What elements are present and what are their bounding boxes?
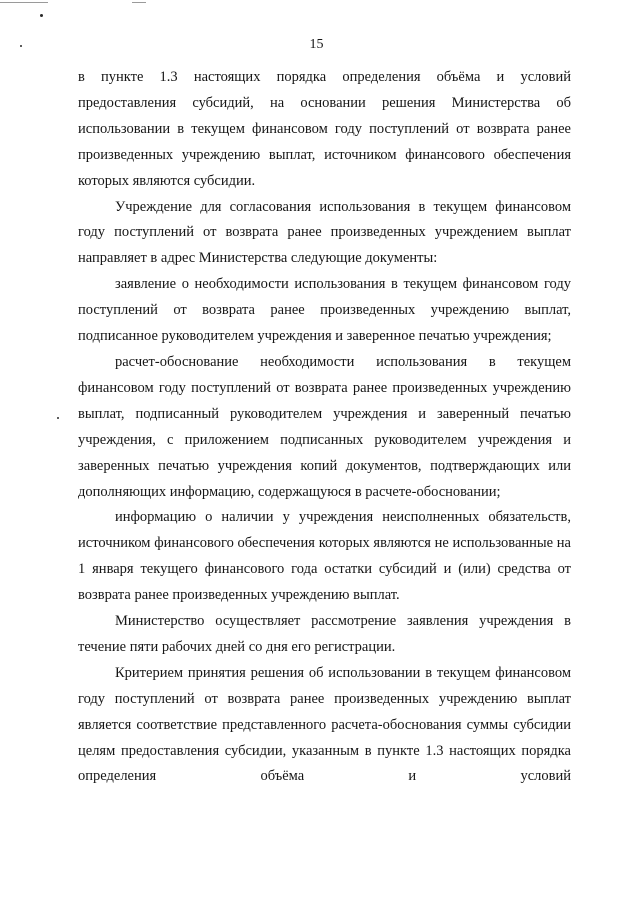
paragraph: Министерство осуществляет рассмотрение заявления учреждения в течение пяти рабочих дней со дня его регистрации.: [78, 613, 571, 655]
paragraph: в пункте 1.3 настоящих порядка определения объёма и условий предоставления субсидий, на основании решения Министерства об использовании в текущем финансовом году поступлений от возврата ранее произведенных учреждению выплат, источником финансового обеспечения которых являются субсидии.: [78, 69, 571, 189]
scan-edge-line: [132, 2, 146, 3]
paragraph: Учреждение для согласования использования в текущем финансовом году поступлений от возврата ранее произведенных учреждением выплат направляет в адрес Министерства следующие документы:: [78, 198, 571, 267]
page-number: 15: [309, 37, 324, 52]
scan-speck: [40, 14, 43, 17]
list-item: заявление о необходимости использования в текущем финансовом году поступлений от возврата ранее произведенных учреждению выплат, подписанное руководителем учреждения и заверенное печатью учреждения;: [78, 276, 571, 345]
scan-speck: [57, 417, 59, 419]
scan-edge-line: [0, 2, 48, 3]
list-item: расчет-обоснование необходимости использования в текущем финансовом году поступлений от возврата ранее произведенных учреждению выплат, подписанный руководителем учреждения и заверенный печатью учреждения, с приложением подписанных руководителем учреждения и заверенных печатью учреждения копий документов, подтверждающих или дополняющих информацию, содержащуюся в расчете-обосновании;: [78, 353, 571, 500]
list-item: информацию о наличии у учреждения неисполненных обязательств, источником финансового обеспечения которых являются не использованные на 1 января текущего финансового года остатки субсидий и (или) средства от возврата ранее произведенных учреждению выплат.: [78, 509, 571, 604]
paragraph: Критерием принятия решения об использовании в текущем финансовом году поступлений от возврата ранее произведенных учреждению выплат является соответствие представленного расчета-обоснования суммы субсидии целям предоставления субсидии, указанным в пункте 1.3 настоящих порядка определения объёма и условий: [78, 664, 571, 785]
document-body: [78, 65, 571, 790]
